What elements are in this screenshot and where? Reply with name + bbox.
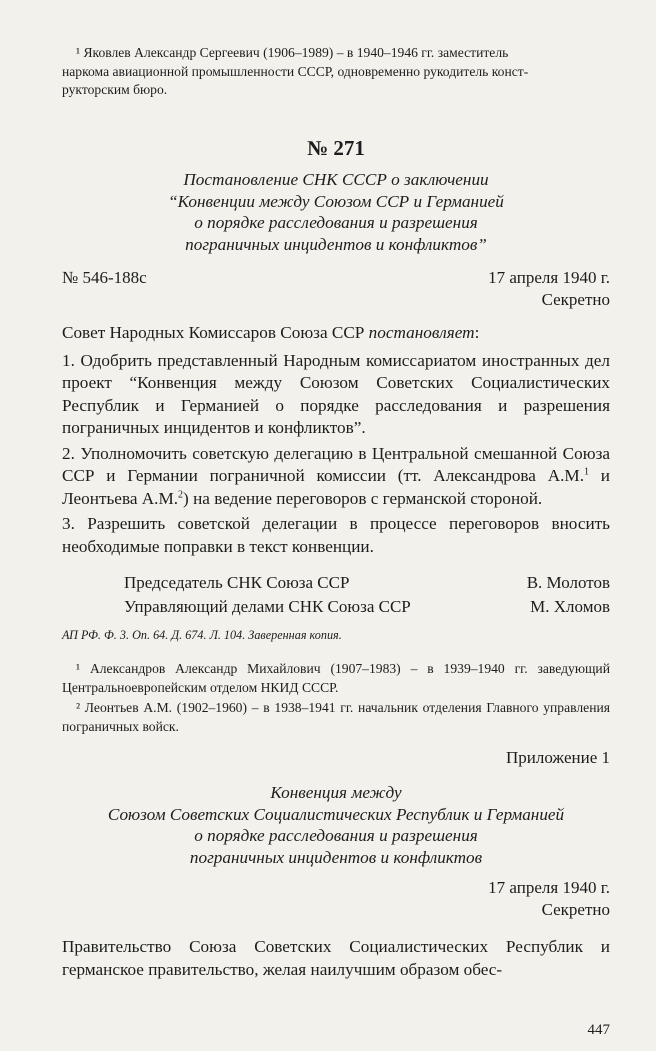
item-2 [62,443,610,511]
document-date: 17 апреля 1940 г. [488,268,610,287]
appendix-label: Приложение 1 [506,748,610,767]
intro-line [62,322,610,345]
signature-title: Управляющий делами СНК Союза ССР [124,597,411,616]
title-line: о порядке расследования и разрешения [194,213,478,232]
archive-reference: АП РФ. Ф. 3. Оп. 64. Д. 674. Л. 104. Заверенная копия. [62,628,342,642]
intro-italic: постановляет [368,323,475,342]
convention-preamble [62,936,610,981]
footnote-top-line3: рукторским бюро. [62,82,168,97]
preamble-text: Правительство Союза Советских Социалистических Республик и германское правительство, желая наилучшим образом обес- [62,937,610,979]
footnote-ref: 1 [584,466,590,478]
title-line: о порядке расследования и разрешения [194,826,478,845]
footnote-2 [62,699,610,736]
title-line: Постановление СНК СССР о заключении [183,170,489,189]
title-line: пограничных инцидентов и конфликтов [189,847,483,867]
resolution-body [62,322,610,558]
item-2-a: 2. Уполномочить советскую делегацию в Центральной смешанной Союза ССР и Германии пограничной комиссии (тт. Александрова А.М. [62,443,610,485]
item-2-b: и Леонтьева А.М. [62,466,610,508]
convention-title [62,782,610,868]
document-number: № 271 [307,136,365,160]
secrecy-mark: Секретно [541,290,610,309]
registration-number: № 546-188с [62,268,147,287]
convention-secrecy: Секретно [541,900,610,919]
title-line: Конвенция между [270,783,402,802]
document-title [62,169,610,255]
intro-text: Совет Народных Комиссаров Союза ССР [62,323,369,342]
convention-date: 17 апреля 1940 г. [488,878,610,897]
page-number: 447 [587,1022,610,1038]
item-3: 3. Разрешить советской делегации в процессе переговоров вносить необходимые поправки в текст конвенции. [62,514,610,556]
signature-name: М. Хломов [530,597,610,616]
intro-colon: : [474,323,480,342]
footnote-2-text: ² Леонтьев А.М. (1902–1960) – в 1938–1941 гг. начальник отделения Главного управления пограничных войск. [62,700,610,734]
footnote-ref: 2 [178,488,184,500]
item-1: 1. Одобрить представленный Народным комиссариатом иностранных дел проект “Конвенция между Союзом Советских Социалистических Республик и Германией о порядке расследования и разрешения пограничных инцидентов и конфликтов”. [62,350,610,437]
registration-row [62,268,610,288]
signature-title: Председатель СНК Союза ССР [124,573,350,592]
item-2-c: ) на ведение переговоров с германской стороной. [183,488,543,508]
title-line: “Конвенции между Союзом ССР и Германией [168,191,504,211]
title-line: Союзом Советских Социалистических Республик и Германией [107,804,565,824]
footnote-1-text: ¹ Александров Александр Михайлович (1907–1983) – в 1939–1940 гг. заведующий Центральноевропейским отделом НКИД СССР. [62,661,610,695]
title-line: пограничных инцидентов и конфликтов” [185,234,487,254]
signature-name: В. Молотов [526,573,610,592]
footnote-top-line2: наркома авиационной промышленности СССР, одновременно рукодитель конст- [62,63,529,79]
footnote-top [62,44,610,100]
footnote-top-line1: ¹ Яковлев Александр Сергеевич (1906–1989) – в 1940–1946 гг. заместитель [76,45,509,60]
footnote-1 [62,660,610,697]
